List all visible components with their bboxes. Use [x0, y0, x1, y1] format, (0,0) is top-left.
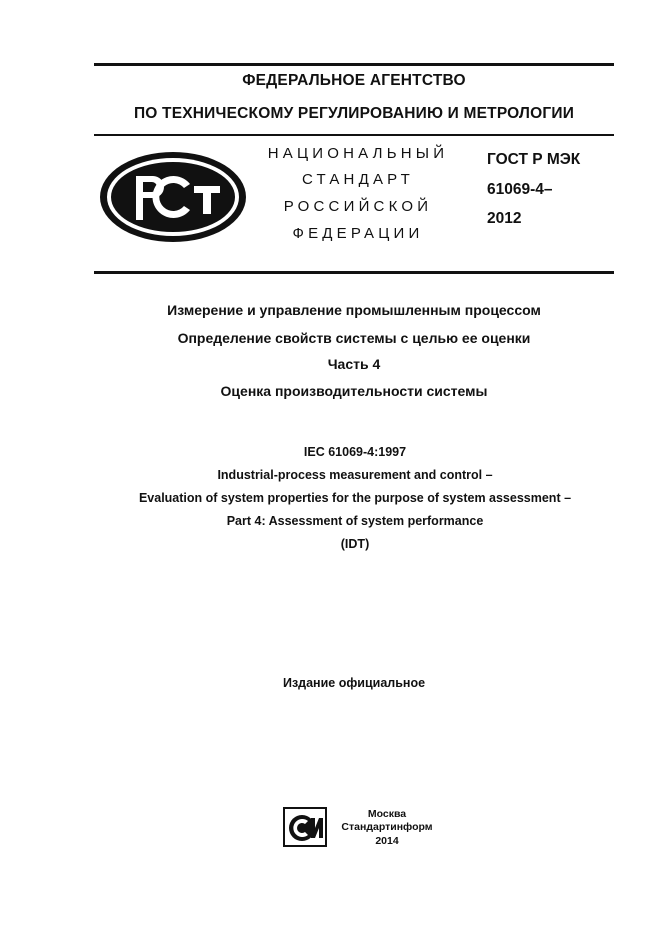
- national-standard-line-3: РОССИЙСКОЙ: [283, 198, 433, 215]
- top-rule: [94, 63, 614, 66]
- idt-marker: (IDT): [340, 537, 370, 551]
- standard-number-line-2: 61069-4–: [487, 181, 553, 198]
- iec-reference: IEC 61069-4:1997: [303, 445, 407, 459]
- publisher-year: 2014: [375, 835, 399, 847]
- national-standard-line-1: НАЦИОНАЛЬНЫЙ: [267, 145, 449, 162]
- national-standard-line-2: СТАНДАРТ: [301, 171, 415, 188]
- title-en-line-2: Evaluation of system properties for the purpose of system assessment –: [138, 491, 572, 505]
- agency-line-2: ПО ТЕХНИЧЕСКОМУ РЕГУЛИРОВАНИЮ И МЕТРОЛОГИИ: [133, 105, 575, 122]
- title-en-line-1: Industrial-process measurement and control –: [217, 468, 493, 482]
- bottom-rule: [94, 271, 614, 274]
- title-ru-part: Часть 4: [327, 356, 381, 372]
- rst-emblem-icon: [98, 150, 248, 244]
- publisher-city: Москва: [367, 808, 407, 820]
- header-divider: [94, 134, 614, 136]
- official-edition: Издание официальное: [282, 676, 426, 690]
- title-en-line-3: Part 4: Assessment of system performance: [226, 514, 484, 528]
- title-ru-line-3: Оценка производительности системы: [220, 383, 488, 399]
- national-standard-line-4: ФЕДЕРАЦИИ: [292, 225, 424, 242]
- standard-number-line-1: ГОСТ Р МЭК: [487, 151, 581, 168]
- title-ru-line-1: Измерение и управление промышленным процессом: [167, 302, 541, 318]
- standard-number-line-3: 2012: [487, 210, 522, 227]
- standartinform-logo-icon: [283, 807, 327, 847]
- agency-line-1: ФЕДЕРАЛЬНОЕ АГЕНТСТВО: [242, 72, 466, 89]
- title-ru-line-2: Определение свойств системы с целью ее оценки: [177, 330, 531, 346]
- publisher-name: Стандартинформ: [341, 821, 433, 833]
